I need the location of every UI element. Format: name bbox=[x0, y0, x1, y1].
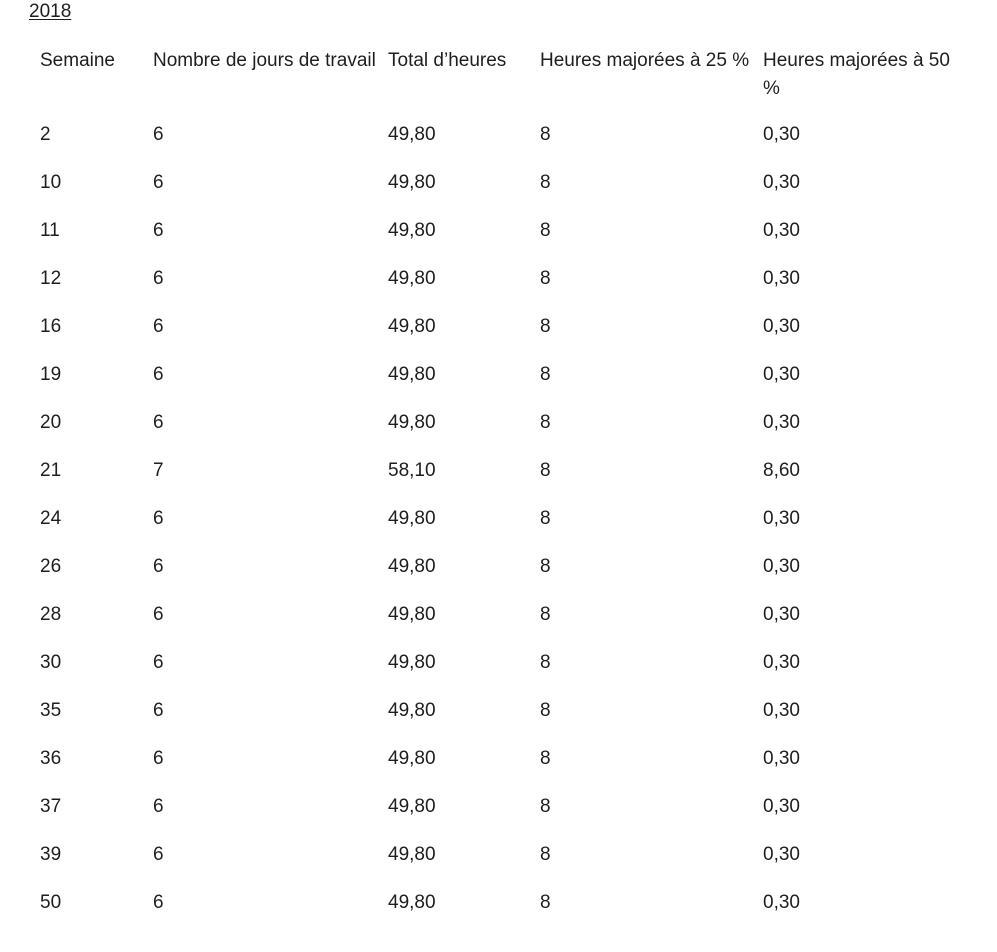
cell-nombre-jours: 6 bbox=[153, 172, 164, 193]
table-row bbox=[34, 591, 974, 639]
cell-semaine: 37 bbox=[40, 796, 62, 817]
cell-heures-50: 0,30 bbox=[763, 652, 800, 673]
hours-table bbox=[34, 41, 974, 927]
cell-semaine: 19 bbox=[40, 364, 62, 385]
cell-heures-50: 0,30 bbox=[763, 844, 800, 865]
table-row bbox=[34, 543, 974, 591]
cell-total-heures: 49,80 bbox=[388, 796, 436, 817]
cell-nombre-jours: 6 bbox=[153, 748, 164, 769]
table-row bbox=[34, 111, 974, 159]
cell-semaine: 50 bbox=[40, 892, 62, 913]
cell-semaine: 21 bbox=[40, 460, 62, 481]
cell-heures-50: 8,60 bbox=[763, 460, 800, 481]
cell-total-heures: 49,80 bbox=[388, 316, 436, 337]
cell-total-heures: 49,80 bbox=[388, 268, 436, 289]
cell-heures-25: 8 bbox=[540, 316, 551, 337]
table-body bbox=[34, 111, 974, 927]
table-row bbox=[34, 879, 974, 927]
cell-nombre-jours: 6 bbox=[153, 700, 164, 721]
table-row bbox=[34, 399, 974, 447]
cell-heures-25: 8 bbox=[540, 748, 551, 769]
cell-heures-25: 8 bbox=[540, 268, 551, 289]
cell-semaine: 12 bbox=[40, 268, 62, 289]
cell-heures-25: 8 bbox=[540, 604, 551, 625]
cell-heures-50: 0,30 bbox=[763, 124, 800, 145]
cell-semaine: 30 bbox=[40, 652, 62, 673]
table-row bbox=[34, 159, 974, 207]
cell-semaine: 2 bbox=[40, 124, 51, 145]
cell-semaine: 16 bbox=[40, 316, 62, 337]
cell-total-heures: 58,10 bbox=[388, 460, 436, 481]
cell-total-heures: 49,80 bbox=[388, 364, 436, 385]
cell-total-heures: 49,80 bbox=[388, 748, 436, 769]
cell-heures-50: 0,30 bbox=[763, 892, 800, 913]
cell-semaine: 10 bbox=[40, 172, 62, 193]
cell-nombre-jours: 6 bbox=[153, 412, 164, 433]
column-header-semaine: Semaine bbox=[40, 50, 115, 71]
cell-heures-50: 0,30 bbox=[763, 796, 800, 817]
cell-total-heures: 49,80 bbox=[388, 172, 436, 193]
cell-heures-25: 8 bbox=[540, 844, 551, 865]
cell-heures-50: 0,30 bbox=[763, 700, 800, 721]
table-header bbox=[34, 41, 974, 111]
cell-heures-25: 8 bbox=[540, 892, 551, 913]
column-header-nombre-jours: Nombre de jours de travail bbox=[153, 50, 376, 71]
cell-heures-25: 8 bbox=[540, 220, 551, 241]
cell-semaine: 36 bbox=[40, 748, 62, 769]
cell-nombre-jours: 6 bbox=[153, 508, 164, 529]
table-row bbox=[34, 735, 974, 783]
column-header-heures-25: Heures majorées à 25 % bbox=[540, 50, 750, 71]
cell-heures-25: 8 bbox=[540, 700, 551, 721]
cell-heures-50: 0,30 bbox=[763, 412, 800, 433]
cell-total-heures: 49,80 bbox=[388, 556, 436, 577]
table-row bbox=[34, 447, 974, 495]
cell-heures-50: 0,30 bbox=[763, 268, 800, 289]
cell-heures-50: 0,30 bbox=[763, 556, 800, 577]
table-row bbox=[34, 303, 974, 351]
cell-heures-50: 0,30 bbox=[763, 316, 800, 337]
cell-nombre-jours: 6 bbox=[153, 220, 164, 241]
table-row bbox=[34, 207, 974, 255]
table-row bbox=[34, 351, 974, 399]
cell-heures-25: 8 bbox=[540, 460, 551, 481]
cell-nombre-jours: 6 bbox=[153, 652, 164, 673]
cell-heures-25: 8 bbox=[540, 796, 551, 817]
table-row bbox=[34, 687, 974, 735]
cell-total-heures: 49,80 bbox=[388, 124, 436, 145]
cell-heures-50: 0,30 bbox=[763, 220, 800, 241]
cell-total-heures: 49,80 bbox=[388, 892, 436, 913]
cell-nombre-jours: 6 bbox=[153, 316, 164, 337]
cell-heures-50: 0,30 bbox=[763, 508, 800, 529]
cell-heures-25: 8 bbox=[540, 652, 551, 673]
cell-semaine: 26 bbox=[40, 556, 62, 577]
cell-nombre-jours: 6 bbox=[153, 604, 164, 625]
cell-semaine: 24 bbox=[40, 508, 62, 529]
cell-heures-25: 8 bbox=[540, 556, 551, 577]
cell-heures-25: 8 bbox=[540, 508, 551, 529]
table-row bbox=[34, 639, 974, 687]
cell-heures-50: 0,30 bbox=[763, 364, 800, 385]
cell-nombre-jours: 6 bbox=[153, 556, 164, 577]
column-header-heures-50: Heures majorées à 50 % bbox=[763, 50, 950, 99]
table-row bbox=[34, 255, 974, 303]
cell-heures-50: 0,30 bbox=[763, 748, 800, 769]
cell-heures-25: 8 bbox=[540, 124, 551, 145]
column-header-total-heures: Total d’heures bbox=[388, 50, 507, 71]
cell-nombre-jours: 6 bbox=[153, 364, 164, 385]
cell-heures-25: 8 bbox=[540, 412, 551, 433]
cell-semaine: 39 bbox=[40, 844, 62, 865]
cell-heures-25: 8 bbox=[540, 364, 551, 385]
header-row bbox=[34, 41, 974, 111]
table-row bbox=[34, 831, 974, 879]
cell-semaine: 11 bbox=[40, 220, 60, 241]
cell-semaine: 35 bbox=[40, 700, 62, 721]
cell-heures-50: 0,30 bbox=[763, 172, 800, 193]
cell-nombre-jours: 6 bbox=[153, 892, 164, 913]
cell-heures-50: 0,30 bbox=[763, 604, 800, 625]
cell-semaine: 28 bbox=[40, 604, 62, 625]
cell-total-heures: 49,80 bbox=[388, 604, 436, 625]
cell-semaine: 20 bbox=[40, 412, 62, 433]
table-row bbox=[34, 495, 974, 543]
cell-total-heures: 49,80 bbox=[388, 844, 436, 865]
cell-nombre-jours: 6 bbox=[153, 124, 164, 145]
table-row bbox=[34, 783, 974, 831]
cell-total-heures: 49,80 bbox=[388, 508, 436, 529]
cell-total-heures: 49,80 bbox=[388, 700, 436, 721]
cell-total-heures: 49,80 bbox=[388, 412, 436, 433]
year-heading: 2018 bbox=[29, 1, 72, 22]
cell-heures-25: 8 bbox=[540, 172, 551, 193]
cell-total-heures: 49,80 bbox=[388, 652, 436, 673]
cell-nombre-jours: 6 bbox=[153, 268, 164, 289]
cell-nombre-jours: 7 bbox=[153, 460, 164, 481]
cell-nombre-jours: 6 bbox=[153, 796, 164, 817]
cell-total-heures: 49,80 bbox=[388, 220, 436, 241]
cell-nombre-jours: 6 bbox=[153, 844, 164, 865]
